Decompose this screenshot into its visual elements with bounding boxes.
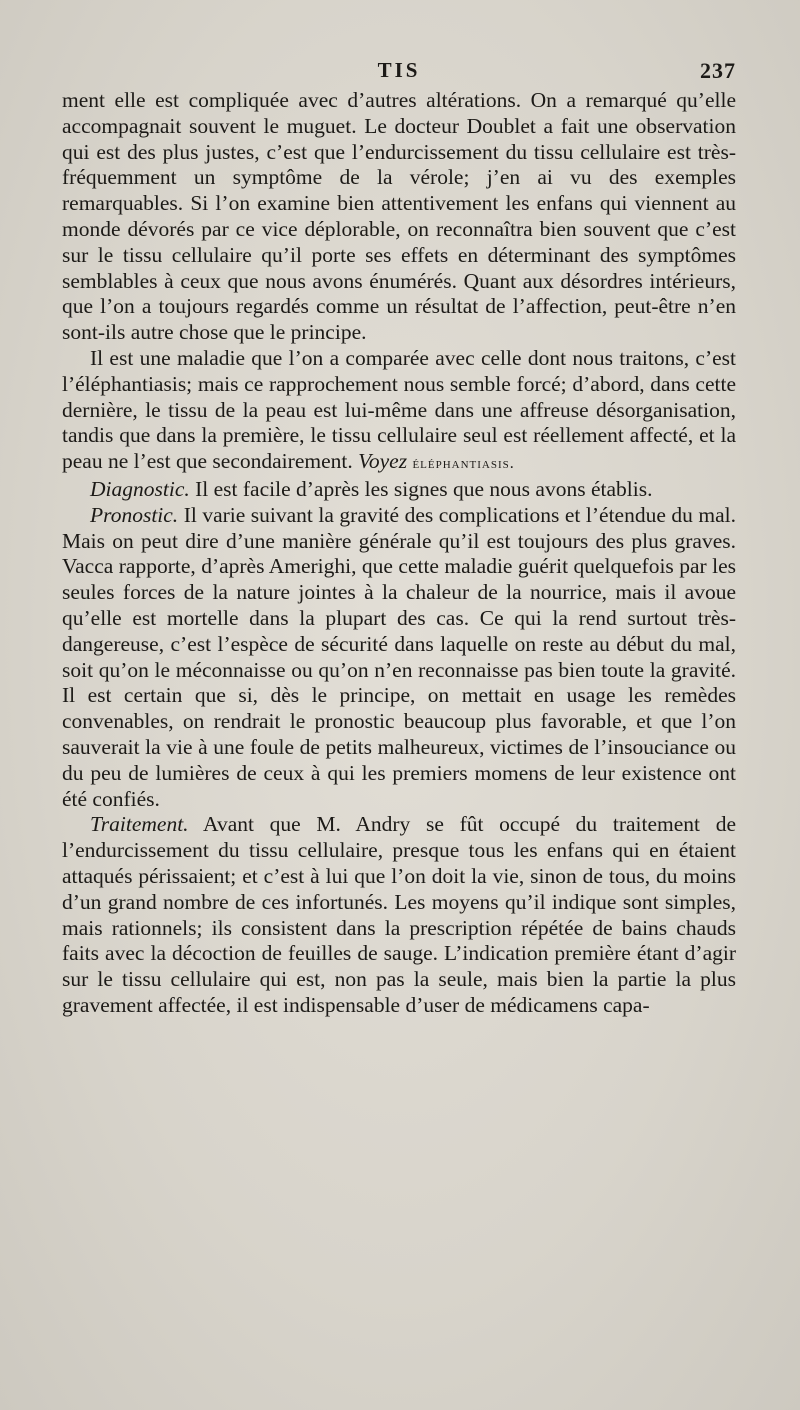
page-header — [62, 58, 736, 88]
page-number: 237 — [700, 58, 736, 83]
paragraph-text: Il est une maladie que l’on a comparée avec celle dont nous traitons, c’est l’éléphantiasis; mais ce rapprochement nous semble forcé; d’abord, dans cette dernière, le tissu de la peau est lui-même dans une affreuse désorganisation, tandis que dans la première, le tissu cellulaire seul est réellement affecté, et la peau ne l’est que secondairement. — [62, 345, 736, 474]
running-head: TIS — [377, 58, 421, 82]
paragraph-traitement — [62, 812, 736, 1018]
section-lead-pronostic: Pronostic. — [90, 502, 179, 527]
see-reference: Voyez — [358, 449, 408, 474]
paragraph-text: ment elle est compliquée avec d’autres altérations. On a remarqué qu’elle accompagnait souvent le muguet. Le docteur Doublet a fait une observation qui est des plus justes, c’est que l’endurcissement du tissu cellulaire est très-fréquemment un symptôme de la vérole; j’en ai vu des exemples remarquables. Si l’on examine bien attentivement les enfans qui viennent au monde dévorés par ce vice déplorable, on reconnaîtra bien souvent que c’est sur le tissu cellulaire qu’il porte ses effets en déterminant des symptômes semblables à ceux que nous avons énumérés. Quant aux désordres intérieurs, que l’on a toujours regardés comme un résultat de l’affection, peut-être n’en sont-ils autre chose que le principe. — [62, 88, 736, 345]
paragraph-pronostic — [62, 503, 736, 813]
paragraph-elephantiasis — [62, 346, 736, 477]
paragraph-text: Avant que M. Andry se fût occupé du traitement de l’endurcissement du tissu cellulaire, presque tous les enfans qui en étaient attaqués périssaient; et c’est à lui que l’on doit la vie, sinon de tous, du moins d’un grand nombre de ces infortunés. Les moyens qu’il indique sont simples, mais rationnels; ils consistent dans la prescription répétée de bains chauds faits avec la décoction de feuilles de sauge. L’indication première étant d’agir sur le tissu cellulaire qui est, non pas la seule, mais bien la partie la plus gravement affectée, il est indispensable d’user de médicamens capa- — [62, 812, 736, 1017]
paragraph-text: Il varie suivant la gravité des complications et l’étendue du mal. Mais on peut dire d’une manière générale qu’il est toujours des plus graves. Vacca rapporte, d’après Amerighi, que cette maladie guérit quelquefois par les seules forces de la nature jointes à la chaleur de la nourrice, mais il avoue qu’elle est mortelle dans la plupart des cas. Ce qui la rend surtout très-dangereuse, c’est l’espèce de sécurité dans laquelle on reste au début du mal, soit qu’on le méconnaisse ou qu’on n’en reconnaisse pas bien toute la gravité. Il est certain que si, dès le principe, on mettait en usage les remèdes convenables, on rendrait le pronostic beaucoup plus favorable, et que l’on sauverait la vie à une foule de petits malheureux, victimes de l’insouciance ou du peu de lumières de ceux à qui les premiers momens de leur existence ont été confiés. — [62, 502, 736, 811]
cross-reference: éléphantiasis. — [412, 455, 515, 473]
body-text — [62, 88, 736, 1019]
paragraph-diagnostic — [62, 477, 736, 503]
paragraph-continuation — [62, 88, 736, 346]
section-lead-diagnostic: Diagnostic. — [90, 476, 190, 501]
section-lead-traitement: Traitement. — [90, 812, 189, 837]
paragraph-text: Il est facile d’après les signes que nous avons établis. — [195, 476, 653, 501]
